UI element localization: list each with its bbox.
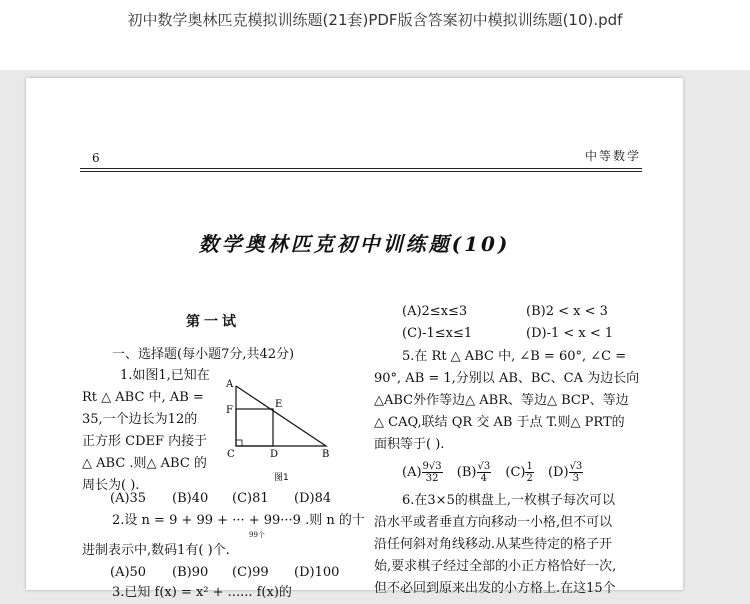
q1-option-b: (B)40 — [172, 491, 209, 506]
q5-line: 5.在 Rt △ ABC 中, ∠B = 60°, ∠C = — [402, 349, 627, 364]
q1-line: 35,一个边长为12的 — [82, 412, 198, 427]
q2-brace-note: 99个 — [249, 531, 265, 539]
question-1 — [82, 365, 210, 497]
q1-line: Rt △ ABC 中, AB = — [82, 390, 204, 405]
q2-option-d: (D)100 — [294, 565, 340, 580]
q5-line: 90°, AB = 1,分别以 AB、BC、CA 为边长向 — [374, 371, 640, 386]
q3-partial: 3.已知 f(x) = x² + ...... f(x)的 — [112, 585, 292, 600]
q5-line: △ABC外作等边△ ABR、等边△ BCP、等边 — [374, 393, 629, 408]
q4-options — [402, 301, 662, 345]
q2-option-b: (B)90 — [172, 565, 209, 580]
q1-line: △ ABC .则△ ABC 的 — [82, 456, 207, 471]
q1-option-d: (D)84 — [294, 491, 332, 506]
q6-line: 6.在3×5的棋盘上,一枚棋子每次可以 — [402, 493, 615, 508]
triangle-abc — [236, 386, 326, 446]
question-5 — [374, 346, 639, 456]
q4-option-a: (A)2≤x≤3 — [402, 304, 468, 319]
part1-heading: 一、选择题(每小题7分,共42分) — [112, 347, 295, 362]
q2-options — [110, 562, 390, 584]
q2-line2: 进制表示中,数码1有( )个. — [82, 543, 230, 558]
q2-option-c: (C)99 — [232, 565, 269, 580]
q5-option-a: (A) $\frac{9√3}{32}$ — [402, 461, 442, 484]
q1-option-c: (C)81 — [232, 491, 269, 506]
q6-line: 沿任何斜对角线移动.从某些待定的格子开 — [374, 537, 613, 552]
header-rule-2 — [80, 171, 642, 172]
pdf-page — [26, 78, 683, 600]
header-rule — [80, 168, 642, 169]
fig-label-b: B — [322, 449, 330, 460]
q6-line: 但不必回到原来出发的小方格上.在这15个 — [374, 581, 616, 596]
running-header: 中等数学 — [584, 149, 641, 163]
fig-label-d: D — [270, 449, 279, 460]
q5-line: 面积等于( ). — [374, 437, 445, 452]
q6-line: 沿水平或者垂直方向移动一小格,但不可以 — [374, 515, 613, 530]
q5-option-b: (B) $\frac{√3}{4}$ — [456, 461, 491, 484]
q5-line: △ CAQ,联结 QR 交 AB 于点 T.则△ PRT的 — [374, 415, 625, 430]
q1-line: 1.如图1,已知在 — [120, 368, 210, 383]
q1-option-a: (A)35 — [110, 491, 147, 506]
viewer-toolbar — [0, 0, 750, 70]
q1-line: 正方形 CDEF 内接于 — [82, 434, 208, 449]
q2-line1: 2.设 n = 9 + 99 + ··· + 99···9 .则 n 的十 — [112, 513, 365, 528]
right-angle-mark — [236, 440, 242, 446]
q4-option-d: (D)-1 < x < 1 — [526, 326, 614, 341]
section-title: 第一试 — [186, 314, 240, 330]
figure-caption: 图1 — [274, 473, 289, 483]
figure-1 — [222, 376, 338, 486]
square-cdef — [236, 409, 273, 446]
page-number: 6 — [92, 151, 100, 165]
q5-option-d: (D) $\frac{√3}{3}$ — [547, 461, 583, 484]
q1-options — [110, 488, 360, 510]
fig-label-e: E — [275, 399, 283, 410]
q4-option-b: (B)2 < x < 3 — [526, 304, 608, 319]
q2-option-a: (A)50 — [110, 565, 147, 580]
fig-label-c: C — [227, 449, 235, 460]
q5-options — [402, 458, 583, 488]
q5-option-c: (C) $\frac{1}{2}$ — [505, 461, 533, 484]
q4-option-c: (C)-1≤x≤1 — [402, 326, 473, 341]
q1-line: 周长为( ). — [82, 478, 140, 493]
question-6 — [374, 490, 616, 600]
fig-label-a: A — [226, 379, 234, 390]
document-title: 初中数学奥林匹克模拟训练题(21套)PDF版含答案初中模拟训练题(10).pdf — [127, 11, 623, 29]
q6-line: 始,要求棋子经过全部的小正方格恰好一次, — [374, 559, 617, 574]
page-title: 数学奥林匹克初中训练题(10) — [198, 232, 511, 256]
fig-label-f: F — [226, 405, 233, 416]
